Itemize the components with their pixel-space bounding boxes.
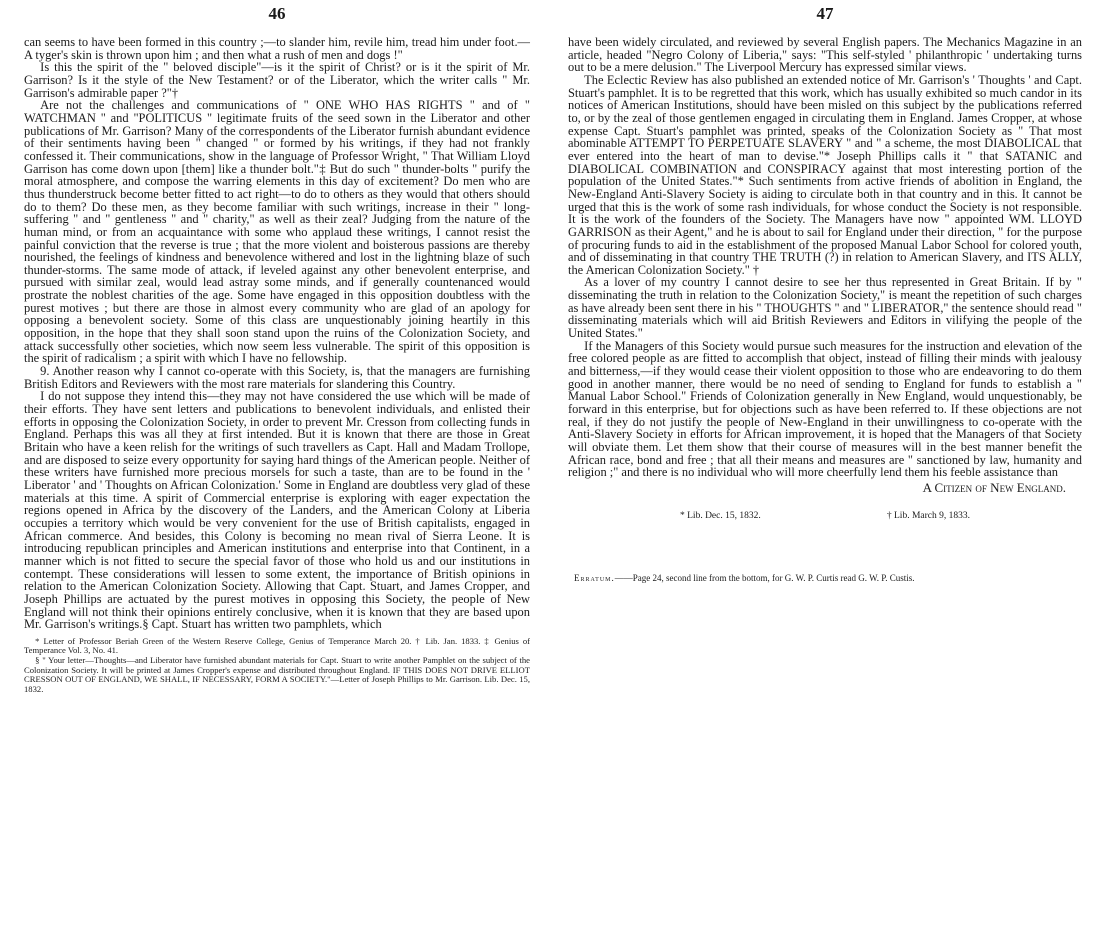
paragraph: Are not the challenges and communications of " ONE WHO HAS RIGHTS " and of " WATCHMAN " and "POLITICUS " legitimate fruits of the seed sown in the Liberator and other publications of Mr. Garrison? Many of the correspondents of the Liberator furnish abundant evidence of their sentiments having been " changed " or formed by his writings, if they had not frankly confessed it. Their communications, show in the language of Professor Wright, " That William Lloyd Garrison has come down upon [them] like a thunder bolt."‡ But do such " thunder-bolts " purify the moral atmosphere, and compose the warring elements in this day of excitement? Do men who are thus thunderstruck become better fitted to act right—to do to others as they would that others should do to them? Do these men, as they become familiar with such writings, increase in their " long-suffering " and " gentleness " and " charity," as well as their zeal? Judging from the nature of the human mind, or from an acquaintance with some who applaud these writings, I cannot resist the painful conviction that the reverse is true ; that the more violent and boisterous passions are thereby nourished, the feelings of kindness and benevolence withered and lost in the lightning blaze of such thunder-storms. The same mode of attack, if leveled against any other benevolent enterprise, and pursued with similar zeal, would lead astray some minds, and if generally countenanced would prostrate the noblest charities of the age. Some have engaged in this opposition doubtless with the purest motives ; but there are those in almost every community who are glad of an apology for opposing a benevolent society. Some of this class are unquestionably joining heartily in this opposition, in the hope that they shall soon stand upon the ruins of the Colonization Society, and attack successfully other societies, which now seem less vulnerable. The spirit of this opposition is the spirit of radicalism ; a spirit with which I have no fellowship.: [24, 98, 530, 366]
right-page: [556, 0, 1100, 932]
paragraph: Is this the spirit of the " beloved disciple"—is it the spirit of Christ? or is it the spirit of Mr. Garrison? Is it the style of the New Testament? or of the Liberator, which the writer calls " Mr. Garrison's admirable paper ?"†: [24, 60, 530, 100]
left-body-text: [24, 36, 530, 631]
left-footnotes: [24, 637, 530, 695]
left-page: [0, 0, 548, 932]
paragraph: The Eclectic Review has also published an extended notice of Mr. Garrison's ' Thoughts ' and Capt. Stuart's pamphlet. It is to be regretted that this work, which has usually exhibited so much candor in its notices of American Institutions, should have been misled on this subject by the publications referred to, or by the zeal of those gentlemen engaged in circulating them in England. James Cropper, at whose expense Capt. Stuart's pamphlet was printed, speaks of the Colonization Society as " That most abominable ATTEMPT TO PERPETUATE SLAVERY " and " a scheme, the most DIABOLICAL that ever entered into the heart of man to devise."* Joseph Phillips calls it " that SATANIC and DIABOLICAL COMBINATION and CONSPIRACY against that most interesting portion of the population of the United States."* Such sentiments from active friends of abolition in England, the New-England Anti-Slavery Society is aiding to circulate both in that country and in this. It cannot be urged that this is the work of some rash individuals, for whose conduct the Society is not responsible. It is the work of the founders of the Society. The Managers have now " appointed WM. LLOYD GARRISON as their Agent," and he is about to sail for England under their direction, " for the purpose of procuring funds to aid in the establishment of the proposed Manual Labor School for colored youth, and of disseminating in that country THE TRUTH (?) in relation to American Slavery, and ITS ALLY, the American Colonization Society." †: [568, 72, 1082, 277]
page-number-left: 46: [268, 4, 286, 23]
paragraph: 9. Another reason why I cannot co-operate with this Society, is, that the managers are furnishing British Editors and Reviewers with the most rare materials for slandering this Country.: [24, 364, 530, 391]
paragraph: If the Managers of this Society would pursue such measures for the instruction and elevation of the free colored people as are fitted to accomplish that object, instead of filling their minds with jealousy and bitterness,—if they would cease their violent opposition to those who are endeavoring to do them good in another manner, there would be no need of sending to England for funds to establish a " Manual Labor School." Friends of Colonization generally in New England, would unquestionably, be forward in this enterprise, but for objections such as have been referred to. If these objections are not real, if they do not justify the people of New-England in their unwillingness to co-operate with the Anti-Slavery Society in efforts for African improvement, it is hoped that the Managers of that Society will obviate them. Let them show that their course of measures will in the best manner benefit the African race, bond and free ; that all their means and measures are " sanctioned by law, humanity and religion ;" and there is no individual who will more cheerfully lend them his feeble assistance than: [568, 338, 1082, 480]
paragraph: can seems to have been formed in this country ;—to slander him, revile him, tread him under foot.—A tyger's skin is thrown upon him ; and then what a rush of men and dogs !": [24, 35, 530, 62]
footnote: * Lib. Dec. 15, 1832.: [680, 510, 761, 521]
errata-note: [568, 573, 1082, 583]
paragraph: have been widely circulated, and reviewed by several English papers. The Mechanics Magazine in an article, headed "Negro Colony of Liberia," says: "This self-styled ' philanthropic ' undertaking turns out to be a mere delusion." The Liverpool Mercury has expressed similar views.: [568, 35, 1082, 75]
right-body-text: [568, 36, 1082, 479]
paragraph: As a lover of my country I cannot desire to see her thus represented in Great Britain. If by " disseminating the truth in relation to the Colonization Society," is meant the repetition of such charges as have already been sent there in his " THOUGHTS " and " LIBERATOR," the sentence should read " disseminating materials which will aid British Reviewers and Editors in vilifying the people of the United States.": [568, 275, 1082, 341]
errata-label: Erratum.: [574, 572, 615, 583]
right-footnotes: [680, 511, 970, 521]
footnote: § " Your letter—Thoughts—and Liberator have furnished abundant materials for Capt. Stuart to write another Pamphlet on the subject of the Colonization Society. It will be printed at James Cropper's expense and distributed throughout England. IF THIS DOES NOT DRIVE ELLIOT CRESSON OUT OF ENGLAND, WE SHALL, IF NECESSARY, FORM A SOCIETY."—Letter of Joseph Phillips to Mr. Garrison. Lib. Dec. 15, 1832.: [24, 655, 530, 694]
errata-text: ——Page 24, second line from the bottom, for G. W. P. Curtis read G. W. P. Custis.: [614, 572, 915, 583]
footnote: † Lib. March 9, 1833.: [886, 510, 970, 521]
signature: A Citizen of New England.: [922, 479, 1066, 495]
footnote: * Letter of Professor Beriah Green of the Western Reserve College, Genius of Temperance March 20. † Lib. Jan. 1833. ‡ Genius of Temperance Vol. 3, No. 41.: [24, 635, 530, 656]
paragraph: I do not suppose they intend this—they may not have considered the use which will be made of their efforts. They have sent letters and publications to benevolent individuals, and enlisted their efforts in opposing the Colonization Society, in order to prevent Mr. Cresson from collecting funds in England. Perhaps this was all they at first intended. But it is known that there are those in Great Britain who have a keen relish for the writings of such travellers as Capt. Hall and Madam Trollope, and are disposed to seize every opportunity for saying hard things of the American people. Neither of these writers have furnished more precious morsels for such a taste, than are to be found in the ' Liberator ' and ' Thoughts on African Colonization.' Some in England are doubtless very glad of these materials at this time. A spirit of Commercial enterprise is exploring with eager expectation the regions opened in Africa by the discovery of the Landers, and the American Colony at Liberia occupies a territory which would be very convenient for the use of British capitalists, engaged in African commerce. And besides, this Colony is becoming no mean rival of Sierra Leone. It is introducing republican principles and American institutions and enterprise into that Continent, in a manner which is not fitted to secure the special favor of those who hold us and our institutions in contempt. These considerations will lessen to some extent, the importance of British opinions in relation to the American Colonization Society. Allowing that Capt. Stuart, and James Cropper, and Joseph Phillips are actuated by the purest motives in opposing this Society, the people of New England will not think their opinions entirely conclusive, when it is known that they are based upon Mr. Garrison's writings.§ Capt. Stuart has written two pamphlets, which: [24, 389, 530, 632]
page-number-right: 47: [816, 4, 834, 23]
